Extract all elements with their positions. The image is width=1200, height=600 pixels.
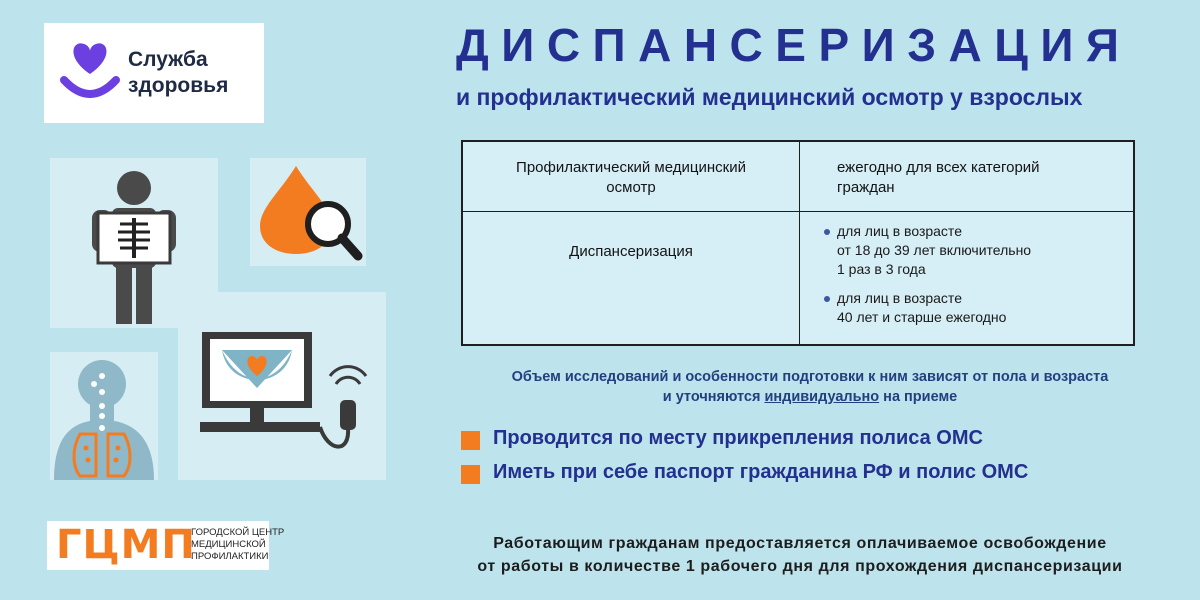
orange-square-icon bbox=[461, 465, 480, 484]
bullet-oms-attachment: Проводится по месту прикрепления полиса ОМС bbox=[493, 427, 983, 449]
table-bullet-40-plus: для лиц в возрасте 40 лет и старше ежегодно bbox=[837, 290, 1007, 325]
gcmp-logo-letters: ГЦМП bbox=[56, 522, 196, 568]
gcmp-logo-description: ГОРОДСКОЙ ЦЕНТР МЕДИЦИНСКОЙ ПРОФИЛАКТИКИ bbox=[191, 527, 285, 562]
ultrasound-tile bbox=[178, 292, 386, 480]
table-cell-prof-osmotr: Профилактический медицинский осмотр bbox=[516, 159, 746, 196]
bullet-dot bbox=[824, 296, 830, 302]
footer-text: Работающим гражданам предоставляется оплачиваемое освобождение от работы в количестве 1 рабочего дня для прохождения диспансеризации bbox=[477, 535, 1123, 575]
bullet-passport-oms: Иметь при себе паспорт гражданина РФ и полис ОМС bbox=[493, 461, 1029, 483]
lungs-tile bbox=[50, 352, 158, 480]
page-subtitle: и профилактический медицинский осмотр у взрослых bbox=[456, 84, 1083, 110]
table-cell-prof-osmotr-frequency: ежегодно для всех категорий граждан bbox=[837, 159, 1040, 196]
blood-test-tile bbox=[250, 158, 366, 266]
underlined-individually: индивидуально bbox=[764, 389, 880, 405]
lungs-body-icon bbox=[50, 352, 158, 480]
logo-line1: Служба bbox=[128, 48, 208, 71]
table-row-divider bbox=[463, 211, 1133, 212]
logo-text bbox=[128, 47, 228, 99]
orange-square-icon bbox=[461, 431, 480, 450]
table-cell-dispanserizatsiya: Диспансеризация bbox=[569, 243, 693, 260]
logo-line2: здоровья bbox=[128, 74, 229, 97]
blood-drop-magnifier-icon bbox=[250, 158, 366, 266]
table-bullet-18-39: для лиц в возрасте от 18 до 39 лет включительно 1 раз в 3 года bbox=[837, 223, 1032, 277]
heart-smile-logo-icon bbox=[58, 36, 122, 106]
table-column-divider bbox=[799, 142, 800, 344]
info-table bbox=[461, 140, 1135, 346]
page-title: ДИСПАНСЕРИЗАЦИЯ bbox=[456, 19, 1132, 71]
note-text: Объем исследований и особенности подготовки к ним зависят от пола и возраста и уточняются индивидуально на приеме bbox=[511, 369, 1109, 405]
bullet-dot bbox=[824, 229, 830, 235]
ultrasound-monitor-icon bbox=[178, 292, 386, 480]
